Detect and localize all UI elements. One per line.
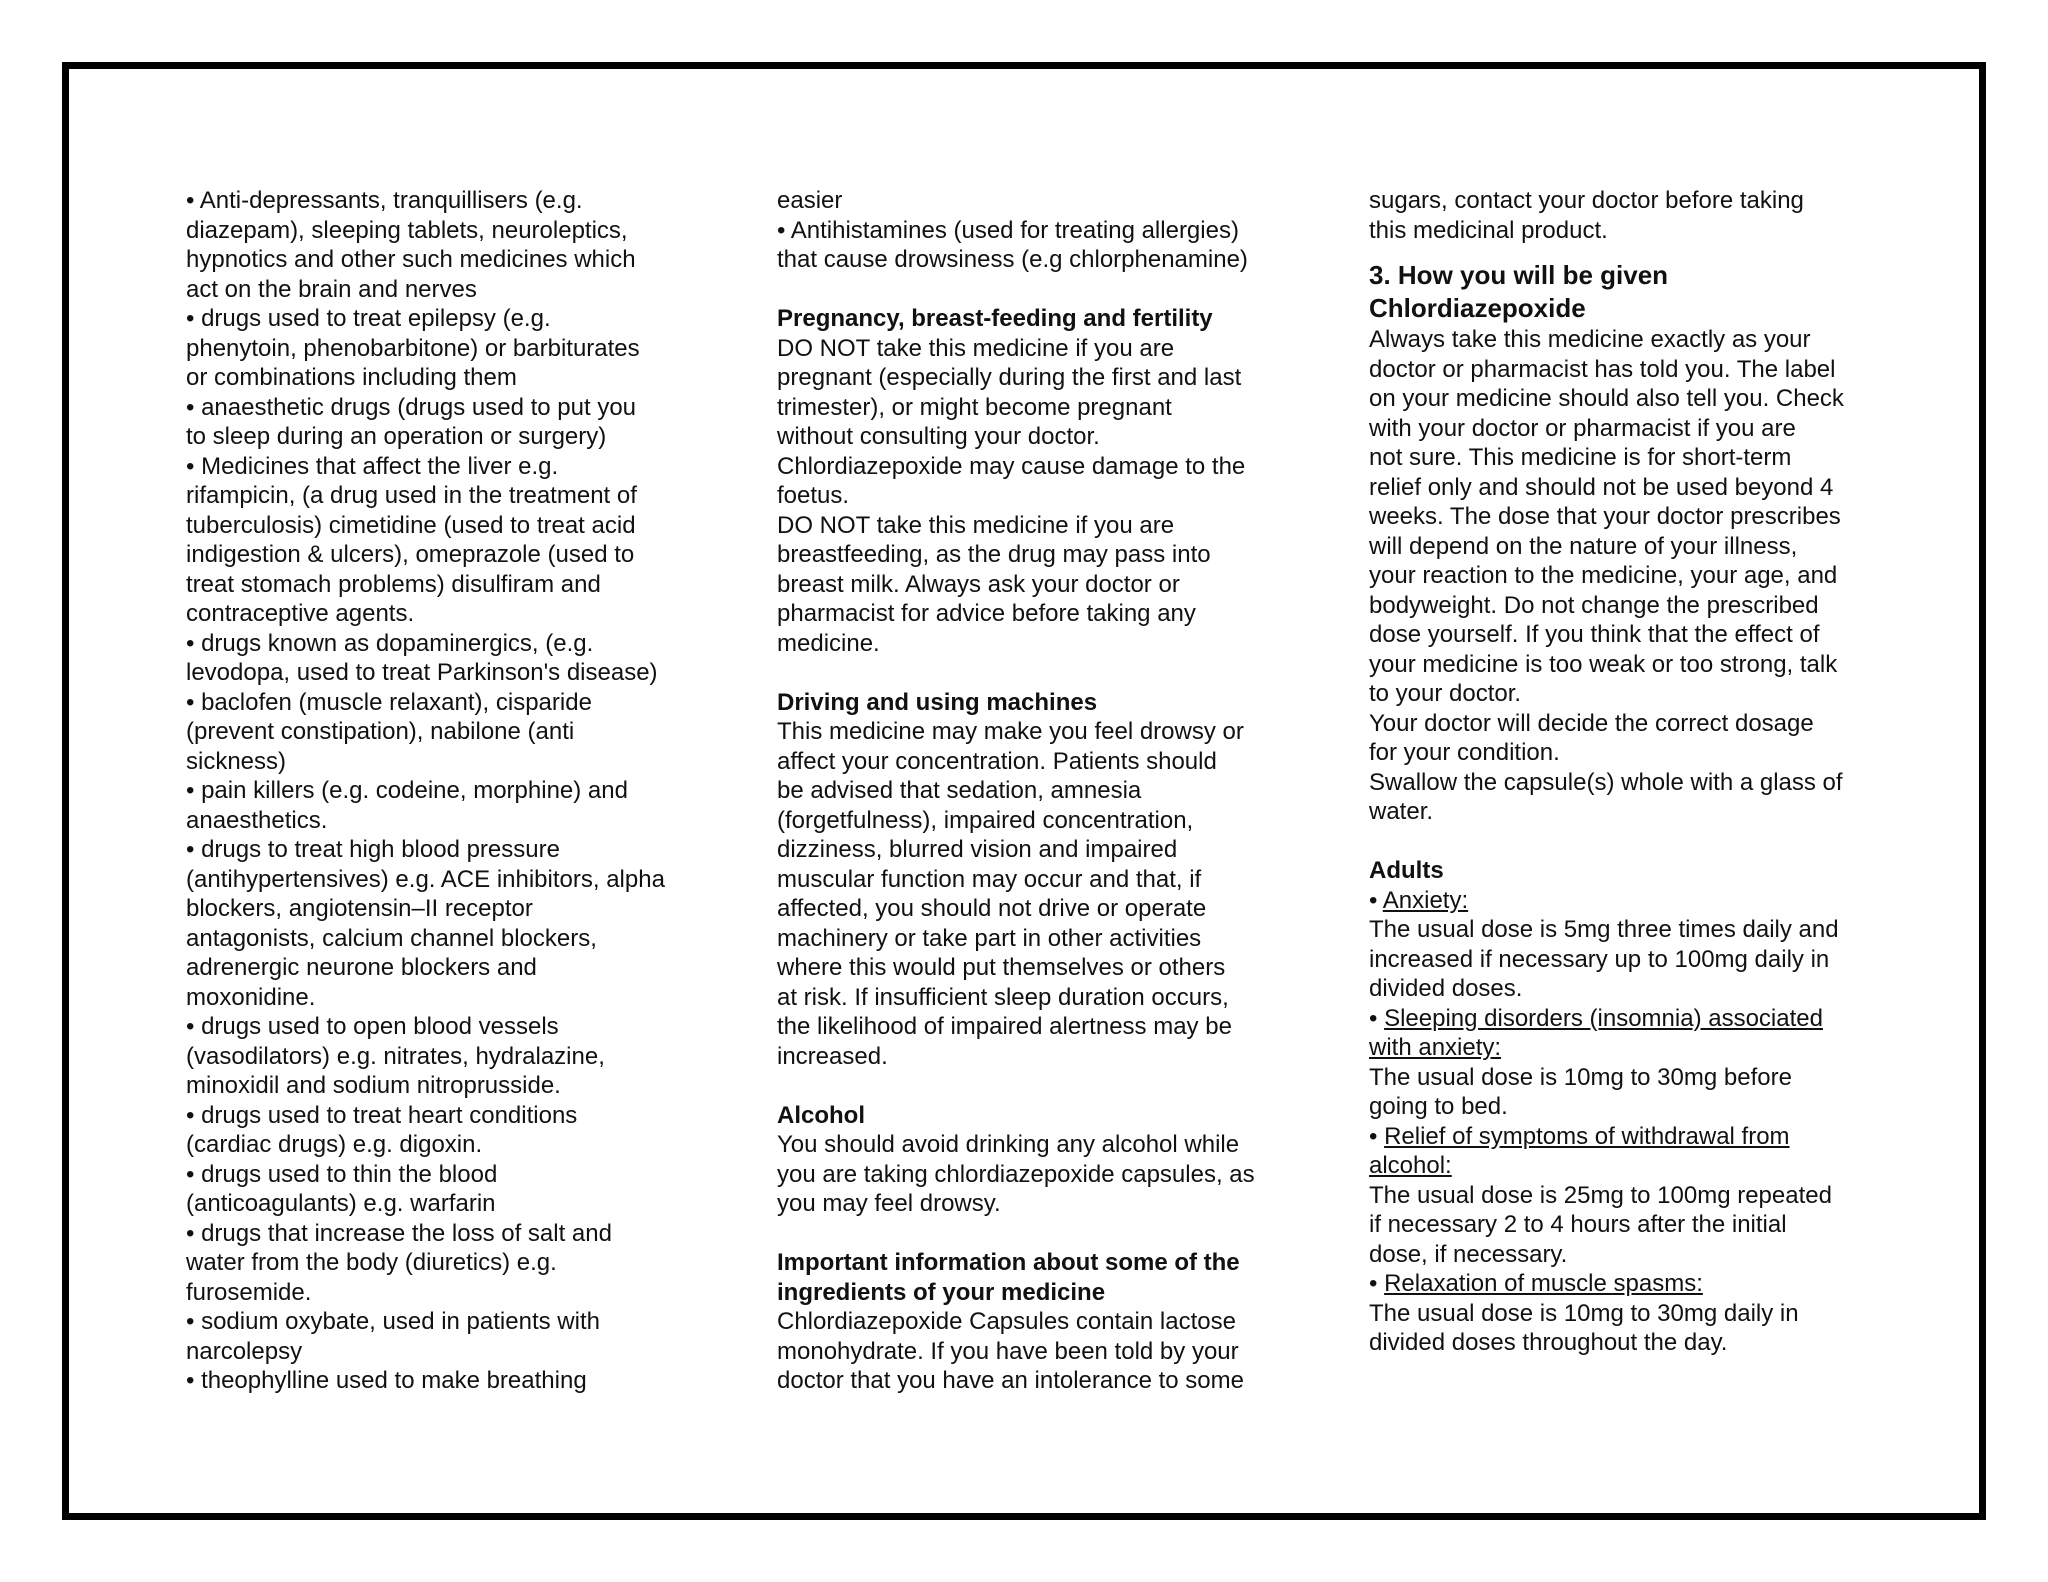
section3-text-line: bodyweight. Do not change the prescribed	[1369, 591, 1819, 619]
column3-intro-line: this medicinal product.	[1369, 216, 1608, 244]
column1-lines-line: (vasodilators) e.g. nitrates, hydralazine,	[186, 1042, 605, 1070]
pregnancy-text-line: Chlordiazepoxide may cause damage to the	[777, 452, 1246, 480]
column1-lines	[186, 186, 706, 1396]
spasm-text	[1369, 1299, 1889, 1358]
column1-lines-line: • drugs used to treat epilepsy (e.g.	[186, 305, 551, 332]
column2-intro-line: • Antihistamines (used for treating allergies)	[777, 216, 1239, 244]
column1-lines-line: to sleep during an operation or surgery)	[186, 423, 607, 450]
ingredients-text-line: Chlordiazepoxide Capsules contain lactose	[777, 1308, 1236, 1335]
column-pregnancy-driving	[777, 186, 1297, 1396]
column1-lines-line: moxonidine.	[186, 983, 316, 1011]
alcohol-text-line: You should avoid drinking any alcohol while	[777, 1131, 1240, 1158]
section3-text-line: to your doctor.	[1369, 680, 1522, 707]
column1-lines-line: • drugs known as dopaminergics, (e.g.	[186, 629, 594, 657]
column1-lines-line: • drugs used to thin the blood	[186, 1160, 498, 1188]
section3-text-line: your reaction to the medicine, your age, and	[1369, 562, 1838, 589]
pregnancy-text-line: pharmacist for advice before taking any	[777, 600, 1196, 627]
column3-intro-line: sugars, contact your doctor before taking	[1369, 187, 1804, 214]
column1-lines-line: • Medicines that affect the liver e.g.	[186, 452, 559, 480]
section3-text-line: Swallow the capsule(s) whole with a glass of	[1369, 768, 1843, 796]
alcohol-text	[777, 1130, 1297, 1219]
ingredients-text	[777, 1307, 1297, 1396]
column1-lines-line: • baclofen (muscle relaxant), cisparide	[186, 688, 592, 716]
column1-lines-line: • Anti-depressants, tranquillisers (e.g.	[186, 187, 583, 214]
driving-text-line: the likelihood of impaired alertness may be	[777, 1013, 1232, 1040]
anxiety-text	[1369, 915, 1889, 1004]
column1-lines-line: (cardiac drugs) e.g. digoxin.	[186, 1131, 483, 1158]
section3-text-line: weeks. The dose that your doctor prescribes	[1369, 503, 1841, 530]
driving-text-line: where this would put themselves or others	[777, 954, 1226, 981]
column3-intro	[1369, 186, 1889, 245]
column2-intro	[777, 186, 1297, 275]
column1-lines-line: hypnotics and other such medicines which	[186, 246, 636, 273]
driving-text-line: dizziness, blurred vision and impaired	[777, 836, 1178, 863]
column1-lines-line: (prevent constipation), nabilone (anti	[186, 718, 575, 745]
spasm-text-line: The usual dose is 10mg to 30mg daily in	[1369, 1299, 1799, 1327]
section3-text-line: dose yourself. If you think that the effect of	[1369, 621, 1820, 648]
driving-text-line: affected, you should not drive or operate	[777, 895, 1207, 922]
column1-lines-line: rifampicin, (a drug used in the treatment of	[186, 482, 637, 509]
section3-text-line: doctor or pharmacist has told you. The label	[1369, 355, 1836, 383]
section3-text-line: with your doctor or pharmacist if you are	[1369, 414, 1796, 442]
pregnancy-text-line: DO NOT take this medicine if you are	[777, 334, 1175, 362]
ingredients-heading-line2: ingredients of your medicine	[777, 1278, 1106, 1306]
sleep-text-line: The usual dose is 10mg to 30mg before	[1369, 1063, 1792, 1091]
anxiety-text-line: divided doses.	[1369, 975, 1523, 1002]
column1-lines-line: (anticoagulants) e.g. warfarin	[186, 1190, 496, 1217]
column1-lines-line: diazepam), sleeping tablets, neuroleptics,	[186, 216, 628, 244]
withdrawal-label-line2: alcohol:	[1369, 1152, 1452, 1179]
pregnancy-heading: Pregnancy, breast-feeding and fertility	[777, 305, 1213, 332]
column-how-given	[1369, 186, 1889, 1358]
pregnancy-text-line: breastfeeding, as the drug may pass into	[777, 541, 1211, 568]
anxiety-label: • Anxiety:	[1369, 886, 1469, 914]
section3-text-line: Your doctor will decide the correct dosage	[1369, 709, 1814, 737]
column1-lines-line: minoxidil and sodium nitroprusside.	[186, 1072, 561, 1099]
column1-lines-line: • theophylline used to make breathing	[186, 1367, 587, 1394]
column1-lines-line: anaesthetics.	[186, 806, 328, 834]
pregnancy-text-line: pregnant (especially during the first and last	[777, 364, 1242, 391]
driving-text-line: machinery or take part in other activities	[777, 924, 1202, 952]
column1-lines-line: adrenergic neurone blockers and	[186, 954, 537, 981]
pregnancy-text-line: trimester), or might become pregnant	[777, 393, 1172, 421]
column1-lines-line: act on the brain and nerves	[186, 275, 477, 303]
anxiety-text-line: increased if necessary up to 100mg daily in	[1369, 945, 1830, 973]
ingredients-text-line: doctor that you have an intolerance to some	[777, 1367, 1244, 1394]
driving-text-line: affect your concentration. Patients should	[777, 747, 1217, 775]
driving-text	[777, 717, 1297, 1071]
ingredients-heading-line1: Important information about some of the	[777, 1249, 1240, 1276]
column1-lines-line: contraceptive agents.	[186, 600, 415, 627]
driving-text-line: increased.	[777, 1042, 888, 1070]
withdrawal-text-line: The usual dose is 25mg to 100mg repeated	[1369, 1181, 1832, 1209]
alcohol-text-line: you are taking chlordiazepoxide capsules, as	[777, 1160, 1255, 1188]
spasm-text-line: divided doses throughout the day.	[1369, 1329, 1728, 1356]
column1-lines-line: or combinations including them	[186, 364, 517, 391]
section3-heading-line1: 3. How you will be given	[1369, 260, 1669, 290]
section3-text-line: Always take this medicine exactly as your	[1369, 326, 1811, 353]
alcohol-heading: Alcohol	[777, 1101, 865, 1129]
section3-text-line: not sure. This medicine is for short-term	[1369, 444, 1792, 471]
pregnancy-text-line: without consulting your doctor.	[777, 423, 1100, 450]
column1-lines-line: treat stomach problems) disulfiram and	[186, 570, 601, 598]
column1-lines-line: • pain killers (e.g. codeine, morphine) and	[186, 777, 628, 804]
withdrawal-text	[1369, 1181, 1889, 1270]
section3-heading-line2: Chlordiazepoxide	[1369, 293, 1586, 323]
driving-text-line: be advised that sedation, amnesia	[777, 777, 1142, 804]
column1-lines-line: water from the body (diuretics) e.g.	[186, 1249, 557, 1276]
pregnancy-text-line: breast milk. Always ask your doctor or	[777, 570, 1180, 598]
ingredients-text-line: monohydrate. If you have been told by your	[777, 1337, 1239, 1365]
driving-text-line: (forgetfulness), impaired concentration,	[777, 806, 1194, 834]
column1-lines-line: indigestion & ulcers), omeprazole (used to	[186, 541, 635, 568]
adults-heading: Adults	[1369, 857, 1444, 884]
section3-text-line: will depend on the nature of your illness,	[1369, 532, 1798, 560]
section3-text-line: for your condition.	[1369, 739, 1560, 766]
column1-lines-line: blockers, angiotensin–II receptor	[186, 895, 533, 922]
column1-lines-line: phenytoin, phenobarbitone) or barbiturates	[186, 334, 640, 362]
column1-lines-line: • drugs used to open blood vessels	[186, 1013, 559, 1040]
column1-lines-line: • sodium oxybate, used in patients with	[186, 1308, 600, 1335]
withdrawal-text-line: if necessary 2 to 4 hours after the initial	[1369, 1211, 1787, 1238]
spasm-label: • Relaxation of muscle spasms:	[1369, 1270, 1703, 1297]
column-interacting-medicines	[186, 186, 706, 1396]
column1-lines-line: levodopa, used to treat Parkinson's disease)	[186, 659, 658, 686]
column1-lines-line: antagonists, calcium channel blockers,	[186, 924, 597, 952]
section3-text	[1369, 325, 1889, 827]
section3-text-line: relief only and should not be used beyond 4	[1369, 473, 1834, 501]
column1-lines-line: • anaesthetic drugs (drugs used to put you	[186, 393, 637, 421]
column1-lines-line: (antihypertensives) e.g. ACE inhibitors, alpha	[186, 865, 665, 893]
driving-text-line: muscular function may occur and that, if	[777, 865, 1202, 893]
sleep-text-line: going to bed.	[1369, 1093, 1508, 1120]
pregnancy-text-line: medicine.	[777, 629, 880, 657]
section3-text-line: on your medicine should also tell you. Check	[1369, 385, 1844, 412]
withdrawal-text-line: dose, if necessary.	[1369, 1240, 1568, 1268]
column2-intro-line: easier	[777, 187, 843, 214]
column1-lines-line: • drugs to treat high blood pressure	[186, 836, 560, 863]
withdrawal-label-line1: • Relief of symptoms of withdrawal from	[1369, 1122, 1790, 1150]
section3-text-line: water.	[1369, 798, 1434, 825]
pregnancy-text-line: DO NOT take this medicine if you are	[777, 511, 1175, 539]
section3-text-line: your medicine is too weak or too strong, talk	[1369, 650, 1838, 678]
column1-lines-line: • drugs that increase the loss of salt and	[186, 1219, 612, 1247]
anxiety-text-line: The usual dose is 5mg three times daily and	[1369, 916, 1839, 943]
sleep-text	[1369, 1063, 1889, 1122]
column1-lines-line: tuberculosis) cimetidine (used to treat acid	[186, 511, 636, 539]
column2-intro-line: that cause drowsiness (e.g chlorphenamine)	[777, 246, 1248, 273]
driving-text-line: at risk. If insufficient sleep duration occurs,	[777, 983, 1229, 1011]
driving-text-line: This medicine may make you feel drowsy or	[777, 718, 1244, 745]
sleep-label-line1: • Sleeping disorders (insomnia) associated	[1369, 1004, 1823, 1032]
column1-lines-line: narcolepsy	[186, 1337, 303, 1365]
column1-lines-line: furosemide.	[186, 1278, 312, 1306]
alcohol-text-line: you may feel drowsy.	[777, 1190, 1001, 1217]
pregnancy-text	[777, 334, 1297, 659]
sleep-label-line2: with anxiety:	[1369, 1034, 1502, 1061]
pregnancy-text-line: foetus.	[777, 482, 850, 509]
column1-lines-line: sickness)	[186, 747, 287, 775]
column1-lines-line: • drugs used to treat heart conditions	[186, 1101, 578, 1129]
driving-heading: Driving and using machines	[777, 688, 1098, 716]
